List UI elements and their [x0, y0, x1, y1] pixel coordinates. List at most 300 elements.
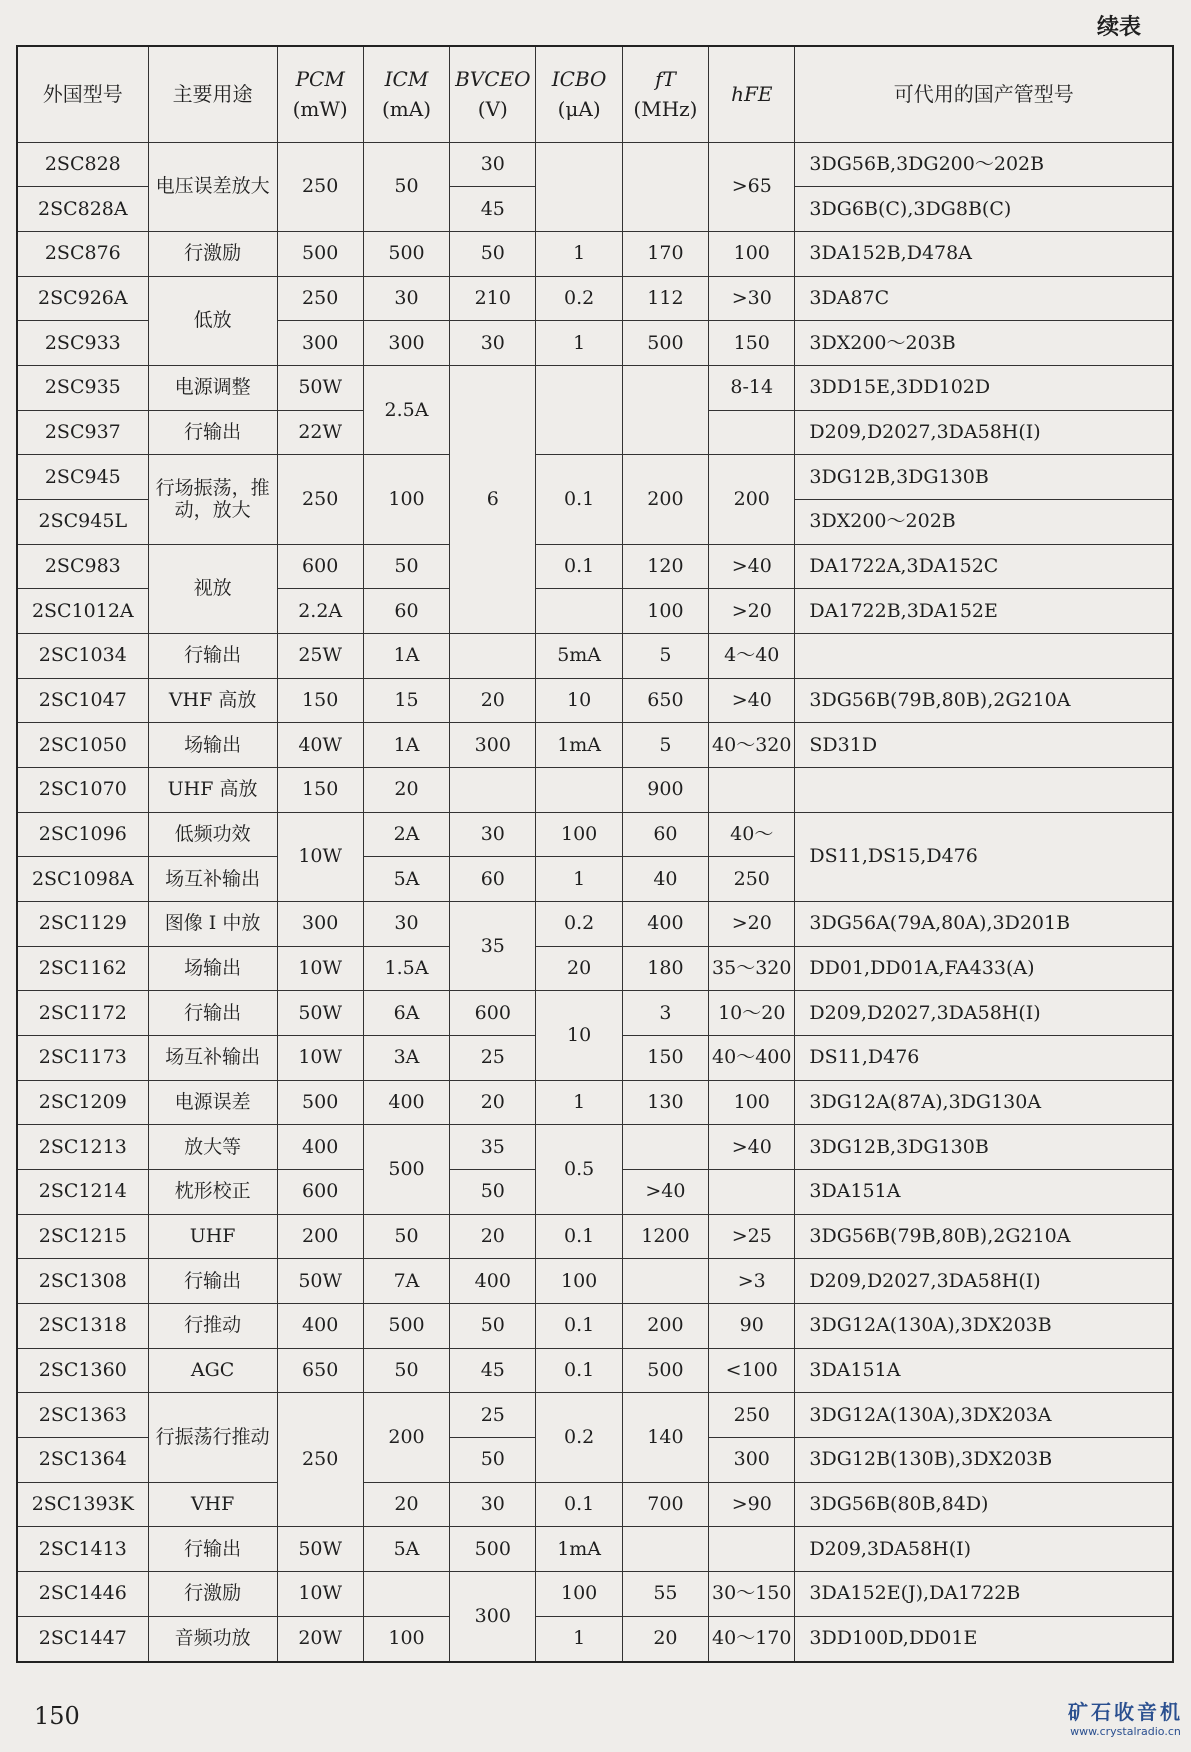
- cell-hfe: >20: [709, 589, 795, 634]
- cell-repl: 3DA87C: [795, 276, 1173, 321]
- cell-hfe: >65: [709, 142, 795, 231]
- cell-use: 行输出: [148, 1527, 277, 1572]
- cell-icbo: 0.1: [536, 1303, 622, 1348]
- cell-bv: 20: [450, 1080, 536, 1125]
- cell-hfe: 40～: [709, 812, 795, 857]
- cell-model: 2SC937: [17, 410, 148, 455]
- page-number: 150: [34, 1702, 80, 1730]
- table-row: [17, 1080, 1173, 1125]
- cell-repl: 3DG12B(130B),3DX203B: [795, 1437, 1173, 1482]
- cell-pcm: 2.2A: [277, 589, 363, 634]
- col-header-use: 主要用途: [148, 46, 277, 142]
- cell-pcm: 50W: [277, 365, 363, 410]
- cell-pcm: 50W: [277, 1527, 363, 1572]
- cell-icm: 6A: [363, 991, 449, 1036]
- cell-bv: [450, 633, 536, 678]
- cell-hfe: 150: [709, 321, 795, 366]
- table-row: [17, 1393, 1173, 1438]
- col-header-icbo: ICBO (μA): [536, 46, 622, 142]
- cell-hfe: 40～320: [709, 723, 795, 768]
- cell-hfe: 200: [709, 455, 795, 544]
- cell-icbo: 0.1: [536, 1482, 622, 1527]
- cell-pcm: 250: [277, 1393, 363, 1527]
- cell-hfe: 250: [709, 857, 795, 902]
- cell-model: 2SC1070: [17, 767, 148, 812]
- cell-hfe: >40: [709, 678, 795, 723]
- cell-bv: 60: [450, 857, 536, 902]
- cell-icbo: 100: [536, 1572, 622, 1617]
- cell-bv: 45: [450, 187, 536, 232]
- table-row: [17, 231, 1173, 276]
- cell-repl: 3DG6B(C),3DG8B(C): [795, 187, 1173, 232]
- cell-ft: [622, 1259, 708, 1304]
- cell-hfe: >3: [709, 1259, 795, 1304]
- cell-ft: 100: [622, 589, 708, 634]
- cell-bv: 50: [450, 231, 536, 276]
- cell-model: 2SC1209: [17, 1080, 148, 1125]
- cell-icm: 50: [363, 1214, 449, 1259]
- cell-repl: 3DG56B(79B,80B),2G210A: [795, 1214, 1173, 1259]
- cell-pcm: 25W: [277, 633, 363, 678]
- cell-hfe: 300: [709, 1437, 795, 1482]
- cell-pcm: 600: [277, 544, 363, 589]
- cell-icm: 500: [363, 1125, 449, 1214]
- cell-use: 行推动: [148, 1303, 277, 1348]
- cell-pcm: 250: [277, 276, 363, 321]
- cell-icbo: 10: [536, 991, 622, 1080]
- cell-use: UHF: [148, 1214, 277, 1259]
- transistor-substitution-table: [16, 45, 1174, 1663]
- cell-use: 电压误差放大: [148, 142, 277, 231]
- table-row: [17, 723, 1173, 768]
- cell-icbo: 0.1: [536, 544, 622, 589]
- cell-repl: 3DA151A: [795, 1348, 1173, 1393]
- cell-repl: DS11,DS15,D476: [795, 812, 1173, 901]
- cell-repl: SD31D: [795, 723, 1173, 768]
- cell-pcm: 600: [277, 1169, 363, 1214]
- table-row: [17, 678, 1173, 723]
- cell-pcm: 500: [277, 1080, 363, 1125]
- cell-repl: 3DG56A(79A,80A),3D201B: [795, 901, 1173, 946]
- table-row: [17, 544, 1173, 589]
- table-row: [17, 1348, 1173, 1393]
- cell-repl: D209,D2027,3DA58H(I): [795, 410, 1173, 455]
- cell-pcm: 10W: [277, 1035, 363, 1080]
- table-row: [17, 142, 1173, 187]
- col-header-ft: fT (MHz): [622, 46, 708, 142]
- table-row: [17, 991, 1173, 1036]
- cell-ft: 170: [622, 231, 708, 276]
- cell-ft: 700: [622, 1482, 708, 1527]
- cell-icm: 100: [363, 455, 449, 544]
- cell-icm: 2A: [363, 812, 449, 857]
- cell-icm: 60: [363, 589, 449, 634]
- cell-pcm: 20W: [277, 1616, 363, 1662]
- cell-use: 行输出: [148, 633, 277, 678]
- cell-pcm: 300: [277, 901, 363, 946]
- cell-hfe: [709, 767, 795, 812]
- cell-icbo: [536, 767, 622, 812]
- cell-pcm: 400: [277, 1303, 363, 1348]
- cell-repl: D209,3DA58H(I): [795, 1527, 1173, 1572]
- cell-use: 电源误差: [148, 1080, 277, 1125]
- cell-icbo: 1: [536, 231, 622, 276]
- cell-model: 2SC828: [17, 142, 148, 187]
- cell-model: 2SC935: [17, 365, 148, 410]
- cell-bv: 30: [450, 1482, 536, 1527]
- cell-icm: 300: [363, 321, 449, 366]
- cell-repl: [795, 633, 1173, 678]
- cell-bv: 300: [450, 1572, 536, 1663]
- cell-model: 2SC828A: [17, 187, 148, 232]
- table-row: [17, 901, 1173, 946]
- cell-hfe: >30: [709, 276, 795, 321]
- cell-repl: 3DA152B,D478A: [795, 231, 1173, 276]
- continued-table-label: 续表: [1096, 14, 1141, 40]
- col-header-model: 外国型号: [17, 46, 148, 142]
- cell-icm: 400: [363, 1080, 449, 1125]
- cell-icm: 1.5A: [363, 946, 449, 991]
- cell-pcm: 150: [277, 678, 363, 723]
- cell-model: 2SC1173: [17, 1035, 148, 1080]
- cell-bv: 35: [450, 901, 536, 990]
- cell-icm: [363, 1572, 449, 1617]
- cell-icm: 100: [363, 1616, 449, 1662]
- cell-ft: 150: [622, 1035, 708, 1080]
- cell-pcm: 200: [277, 1214, 363, 1259]
- cell-hfe: 35～320: [709, 946, 795, 991]
- cell-model: 2SC1318: [17, 1303, 148, 1348]
- cell-icm: 50: [363, 1348, 449, 1393]
- cell-model: 2SC945: [17, 455, 148, 500]
- table-row: [17, 1616, 1173, 1662]
- cell-repl: 3DG56B(79B,80B),2G210A: [795, 678, 1173, 723]
- cell-icm: 3A: [363, 1035, 449, 1080]
- cell-use: 电源调整: [148, 365, 277, 410]
- cell-icm: 30: [363, 901, 449, 946]
- cell-repl: 3DG12A(130A),3DX203B: [795, 1303, 1173, 1348]
- cell-use: 场互补输出: [148, 857, 277, 902]
- cell-model: 2SC945L: [17, 499, 148, 544]
- cell-hfe: [709, 1527, 795, 1572]
- cell-icbo: 100: [536, 812, 622, 857]
- table-row: [17, 812, 1173, 857]
- cell-use: 音频功放: [148, 1616, 277, 1662]
- cell-model: 2SC1129: [17, 901, 148, 946]
- cell-model: 2SC1172: [17, 991, 148, 1036]
- cell-ft: 200: [622, 1303, 708, 1348]
- cell-bv: 50: [450, 1437, 536, 1482]
- cell-icm: 200: [363, 1393, 449, 1482]
- watermark-url: www.crystalradio.cn: [1070, 1725, 1181, 1738]
- cell-icm: 20: [363, 767, 449, 812]
- cell-bv: 25: [450, 1035, 536, 1080]
- cell-pcm: 22W: [277, 410, 363, 455]
- cell-pcm: 250: [277, 142, 363, 231]
- cell-ft: 112: [622, 276, 708, 321]
- cell-repl: 3DD15E,3DD102D: [795, 365, 1173, 410]
- cell-icbo: 0.2: [536, 1393, 622, 1482]
- cell-model: 2SC1213: [17, 1125, 148, 1170]
- cell-bv: 500: [450, 1527, 536, 1572]
- cell-icm: 2.5A: [363, 365, 449, 454]
- table-header-row: [17, 46, 1173, 142]
- cell-bv: 35: [450, 1125, 536, 1170]
- cell-use: 低频功效: [148, 812, 277, 857]
- cell-icm: 15: [363, 678, 449, 723]
- cell-hfe: 100: [709, 231, 795, 276]
- cell-icbo: 0.1: [536, 1214, 622, 1259]
- cell-icm: 50: [363, 142, 449, 231]
- cell-model: 2SC1413: [17, 1527, 148, 1572]
- cell-model: 2SC983: [17, 544, 148, 589]
- cell-icbo: 0.2: [536, 901, 622, 946]
- cell-use: 场输出: [148, 946, 277, 991]
- cell-use: 行输出: [148, 410, 277, 455]
- cell-pcm: 650: [277, 1348, 363, 1393]
- cell-repl: [795, 767, 1173, 812]
- cell-ft: 1200: [622, 1214, 708, 1259]
- cell-repl: 3DD100D,DD01E: [795, 1616, 1173, 1662]
- cell-pcm: 500: [277, 231, 363, 276]
- cell-bv: 6: [450, 365, 536, 633]
- cell-hfe: <100: [709, 1348, 795, 1393]
- cell-icbo: 10: [536, 678, 622, 723]
- cell-use: 行场振荡，推动，放大: [148, 455, 277, 544]
- cell-ft: [622, 365, 708, 454]
- cell-hfe: 40～170: [709, 1616, 795, 1662]
- cell-bv: 30: [450, 321, 536, 366]
- table-row: [17, 946, 1173, 991]
- cell-use: 行激励: [148, 1572, 277, 1617]
- cell-icbo: 1: [536, 857, 622, 902]
- cell-ft: 900: [622, 767, 708, 812]
- cell-hfe: 90: [709, 1303, 795, 1348]
- cell-icbo: 1: [536, 1080, 622, 1125]
- cell-repl: 3DX200～203B: [795, 321, 1173, 366]
- table-row: [17, 1527, 1173, 1572]
- cell-hfe: 40～400: [709, 1035, 795, 1080]
- cell-ft: 650: [622, 678, 708, 723]
- cell-ft: 130: [622, 1080, 708, 1125]
- cell-ft: 3: [622, 991, 708, 1036]
- cell-use: 行输出: [148, 1259, 277, 1304]
- cell-icbo: 1mA: [536, 723, 622, 768]
- cell-model: 2SC876: [17, 231, 148, 276]
- cell-model: 2SC1447: [17, 1616, 148, 1662]
- cell-repl: DA1722B,3DA152E: [795, 589, 1173, 634]
- cell-model: 2SC1047: [17, 678, 148, 723]
- cell-ft: 140: [622, 1393, 708, 1482]
- cell-model: 2SC1012A: [17, 589, 148, 634]
- cell-ft: [622, 142, 708, 231]
- cell-bv: 50: [450, 1303, 536, 1348]
- cell-bv: 25: [450, 1393, 536, 1438]
- cell-model: 2SC1393K: [17, 1482, 148, 1527]
- cell-hfe: >40: [709, 544, 795, 589]
- col-header-pcm: PCM (mW): [277, 46, 363, 142]
- cell-repl: D209,D2027,3DA58H(I): [795, 991, 1173, 1036]
- cell-model: 2SC1363: [17, 1393, 148, 1438]
- cell-ft: 55: [622, 1572, 708, 1617]
- cell-icm: 5A: [363, 1527, 449, 1572]
- table-row: [17, 276, 1173, 321]
- cell-icbo: 1: [536, 1616, 622, 1662]
- table-row: [17, 1259, 1173, 1304]
- col-header-hfe: hFE: [709, 46, 795, 142]
- cell-hfe: >20: [709, 901, 795, 946]
- cell-model: 2SC1050: [17, 723, 148, 768]
- table-row: [17, 1482, 1173, 1527]
- cell-icm: 7A: [363, 1259, 449, 1304]
- cell-model: 2SC1096: [17, 812, 148, 857]
- cell-bv: 20: [450, 1214, 536, 1259]
- cell-use: AGC: [148, 1348, 277, 1393]
- cell-use: 枕形校正: [148, 1169, 277, 1214]
- cell-icbo: 0.5: [536, 1125, 622, 1214]
- cell-icbo: [536, 589, 622, 634]
- cell-repl: 3DG12A(130A),3DX203A: [795, 1393, 1173, 1438]
- cell-use: UHF 高放: [148, 767, 277, 812]
- cell-model: 2SC1034: [17, 633, 148, 678]
- cell-icbo: [536, 365, 622, 454]
- cell-bv: 30: [450, 812, 536, 857]
- cell-bv: 400: [450, 1259, 536, 1304]
- cell-bv: 210: [450, 276, 536, 321]
- cell-hfe: [709, 1169, 795, 1214]
- cell-icm: 30: [363, 276, 449, 321]
- cell-bv: 30: [450, 142, 536, 187]
- cell-ft: 400: [622, 901, 708, 946]
- col-header-icm: ICM (mA): [363, 46, 449, 142]
- cell-ft: 5: [622, 633, 708, 678]
- cell-model: 2SC1215: [17, 1214, 148, 1259]
- cell-bv: [450, 767, 536, 812]
- cell-ft: 20: [622, 1616, 708, 1662]
- cell-model: 2SC1308: [17, 1259, 148, 1304]
- col-header-replacement: 可代用的国产管型号: [795, 46, 1173, 142]
- cell-repl: 3DG12B,3DG130B: [795, 1125, 1173, 1170]
- cell-icbo: 0.1: [536, 1348, 622, 1393]
- cell-repl: DS11,D476: [795, 1035, 1173, 1080]
- cell-repl: 3DG56B(80B,84D): [795, 1482, 1173, 1527]
- cell-hfe: [709, 410, 795, 455]
- cell-model: 2SC1162: [17, 946, 148, 991]
- table-row: [17, 1572, 1173, 1617]
- cell-hfe: >25: [709, 1214, 795, 1259]
- cell-ft: 120: [622, 544, 708, 589]
- cell-use: 视放: [148, 544, 277, 633]
- cell-hfe: >90: [709, 1482, 795, 1527]
- table-row: [17, 633, 1173, 678]
- cell-model: 2SC1446: [17, 1572, 148, 1617]
- cell-repl: 3DG12B,3DG130B: [795, 455, 1173, 500]
- cell-pcm: 40W: [277, 723, 363, 768]
- cell-use: VHF 高放: [148, 678, 277, 723]
- cell-ft: 40: [622, 857, 708, 902]
- cell-pcm: 150: [277, 767, 363, 812]
- cell-repl: 3DG12A(87A),3DG130A: [795, 1080, 1173, 1125]
- cell-hfe: 100: [709, 1080, 795, 1125]
- cell-pcm: 10W: [277, 812, 363, 901]
- cell-repl: DD01,DD01A,FA433(A): [795, 946, 1173, 991]
- cell-model: 2SC1364: [17, 1437, 148, 1482]
- cell-use: 行激励: [148, 231, 277, 276]
- cell-icbo: 1mA: [536, 1527, 622, 1572]
- cell-pcm: 10W: [277, 946, 363, 991]
- cell-use: VHF: [148, 1482, 277, 1527]
- cell-use: 放大等: [148, 1125, 277, 1170]
- cell-icbo: 100: [536, 1259, 622, 1304]
- cell-icbo: 0.1: [536, 455, 622, 544]
- table-row: [17, 1303, 1173, 1348]
- cell-ft: [622, 1527, 708, 1572]
- cell-ft: 5: [622, 723, 708, 768]
- cell-use: 行输出: [148, 991, 277, 1036]
- cell-ft: 200: [622, 455, 708, 544]
- cell-bv: 50: [450, 1169, 536, 1214]
- cell-use: 图像 I 中放: [148, 901, 277, 946]
- cell-model: 2SC933: [17, 321, 148, 366]
- cell-use: 场输出: [148, 723, 277, 768]
- cell-repl: D209,D2027,3DA58H(I): [795, 1259, 1173, 1304]
- table-row: [17, 1125, 1173, 1170]
- cell-icm: 500: [363, 1303, 449, 1348]
- cell-model: 2SC1214: [17, 1169, 148, 1214]
- table-row: [17, 1214, 1173, 1259]
- cell-icbo: 5mA: [536, 633, 622, 678]
- cell-ft: 500: [622, 321, 708, 366]
- cell-hfe: 30～150: [709, 1572, 795, 1617]
- cell-icm: 1A: [363, 633, 449, 678]
- cell-use: 场互补输出: [148, 1035, 277, 1080]
- cell-hfe: 4～40: [709, 633, 795, 678]
- cell-repl: DA1722A,3DA152C: [795, 544, 1173, 589]
- cell-icm: 500: [363, 231, 449, 276]
- cell-pcm: 50W: [277, 991, 363, 1036]
- cell-ft: [622, 1125, 708, 1170]
- cell-bv: 600: [450, 991, 536, 1036]
- cell-pcm: 300: [277, 321, 363, 366]
- cell-use: 行振荡行推动: [148, 1393, 277, 1482]
- cell-pcm: 10W: [277, 1572, 363, 1617]
- cell-repl: 3DG56B,3DG200～202B: [795, 142, 1173, 187]
- cell-icbo: 0.2: [536, 276, 622, 321]
- cell-pcm: 400: [277, 1125, 363, 1170]
- cell-hfe: 8-14: [709, 365, 795, 410]
- site-watermark: [1068, 1696, 1183, 1738]
- cell-pcm: 250: [277, 455, 363, 544]
- cell-bv: 45: [450, 1348, 536, 1393]
- cell-icm: 1A: [363, 723, 449, 768]
- cell-pcm: 50W: [277, 1259, 363, 1304]
- col-header-bvceo: BVCEO (V): [450, 46, 536, 142]
- cell-icm: 20: [363, 1482, 449, 1527]
- cell-bv: 300: [450, 723, 536, 768]
- cell-hfe: 10～20: [709, 991, 795, 1036]
- cell-hfe: 250: [709, 1393, 795, 1438]
- cell-ft: >40: [622, 1169, 708, 1214]
- watermark-title: 矿石收音机: [1068, 1700, 1183, 1724]
- cell-ft: 500: [622, 1348, 708, 1393]
- cell-repl: 3DX200～202B: [795, 499, 1173, 544]
- cell-icbo: 20: [536, 946, 622, 991]
- cell-model: 2SC926A: [17, 276, 148, 321]
- cell-icbo: 1: [536, 321, 622, 366]
- cell-bv: 20: [450, 678, 536, 723]
- cell-icbo: [536, 142, 622, 231]
- cell-repl: 3DA151A: [795, 1169, 1173, 1214]
